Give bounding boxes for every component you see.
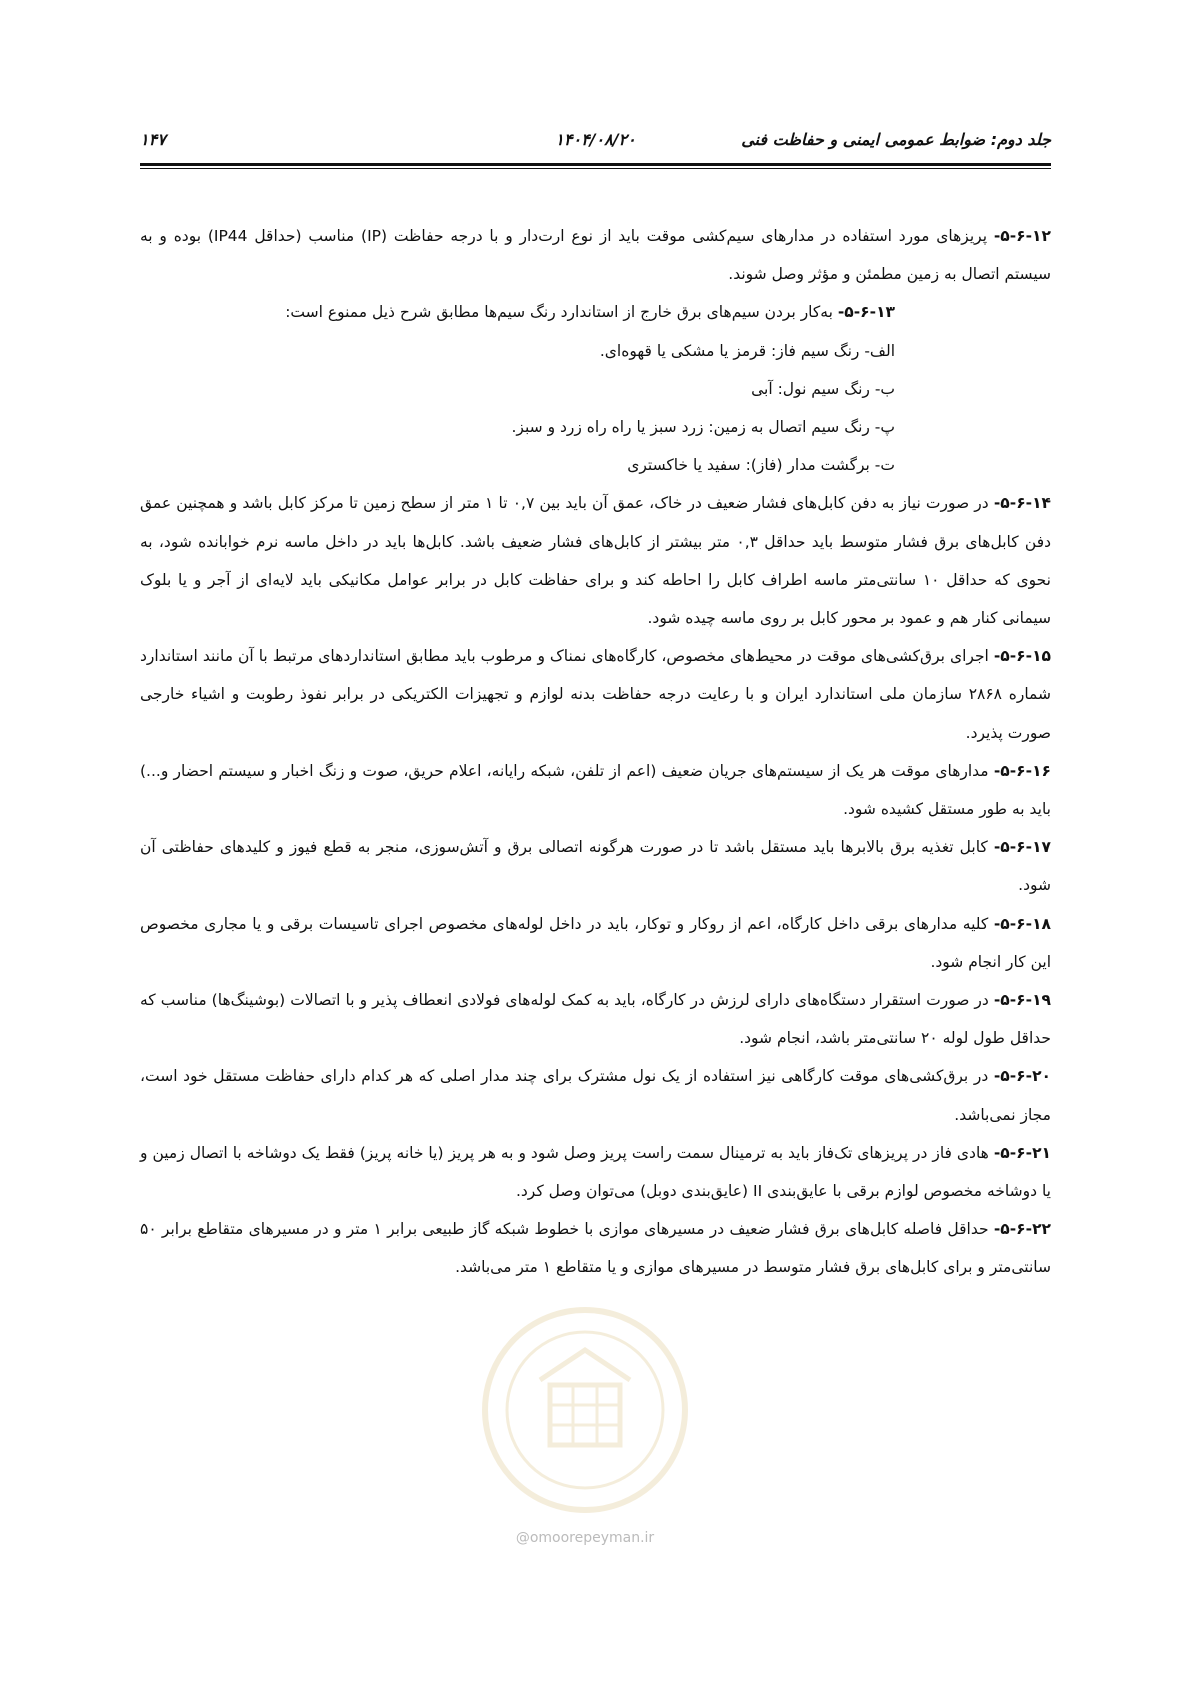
paragraph-text: در برق‌کشی‌های موقت کارگاهی نیز استفاده از یک نول مشترک برای چند مدار اصلی که هر کدام دارای حفاظت مستقل خود است، مجاز نمی‌باشد. bbox=[140, 1067, 1051, 1124]
paragraph bbox=[140, 905, 1051, 981]
page-header bbox=[140, 130, 1051, 158]
paragraph-text: در صورت نیاز به دفن کابل‌های فشار ضعیف در خاک، عمق آن باید بین ۰,۷ تا ۱ متر از سطح زمین تا مرکز کابل باشد و همچنین عمق دفن کابل‌های برق فشار متوسط باید حداقل ۰,۳ متر بیشتر از کابل‌های فشار ضعیف باشد. کابل‌ها باید در داخل ماسه نرم خوابانده شود، به نحوی که حداقل ۱۰ سانتی‌متر ماسه اطراف کابل را احاطه کند و برای حفاظت کابل در برابر عوامل مکانیکی باید لایه‌ای از آجر و یا بلوک سیمانی کنار هم و عمود بر محور کابل بر روی ماسه چیده شود. bbox=[140, 494, 1052, 628]
page-number: ۱۴۷ bbox=[140, 130, 166, 149]
paragraph bbox=[140, 1057, 1051, 1133]
clause-number: ۵-۶-۱۵- bbox=[993, 647, 1051, 666]
paragraph-text: به‌کار بردن سیم‌های برق خارج از استاندارد رنگ سیم‌ها مطابق شرح ذیل ممنوع است: bbox=[285, 303, 838, 322]
clause-number: ۵-۶-۲۲- bbox=[993, 1220, 1051, 1239]
paragraph bbox=[140, 217, 1051, 293]
clause-number: ۵-۶-۱۸- bbox=[993, 914, 1051, 933]
paragraph-text: کلیه مدارهای برقی داخل کارگاه، اعم از روکار و توکار، باید در داخل لوله‌های مخصوص اجرای تاسیسات برقی و یا مجاری مخصوص این کار انجام شود. bbox=[140, 914, 1051, 971]
paragraph bbox=[140, 981, 1051, 1057]
paragraph-text: در صورت استقرار دستگاه‌های دارای لرزش در کارگاه، باید به کمک لوله‌های فولادی انعطاف پذیر و با اتصالات (بوشینگ‌ها) مناسب که حداقل طول لوله ۲۰ سانتی‌متر باشد، انجام شود. bbox=[140, 991, 1051, 1048]
paragraph-text: اجرای برق‌کشی‌های موقت در محیط‌های مخصوص، کارگاه‌های نمناک و مرطوب باید مطابق استانداردهای مرتبط با آن مانند استاندارد شماره ۲۸۶۸ سازمان ملی استاندارد ایران و با رعایت درجه حفاظت بدنه لوازم و تجهیزات الکتریکی در برابر نفوذ رطوبت و اشیاء خارجی صورت پذیرد. bbox=[140, 647, 1051, 742]
list-item: پ- رنگ سیم اتصال به زمین: زرد سبز یا راه راه زرد و سبز. bbox=[511, 418, 895, 437]
clause-number: ۵-۶-۱۳- bbox=[837, 303, 895, 322]
watermark-logo-icon bbox=[470, 1295, 700, 1525]
clause-number: ۵-۶-۱۲- bbox=[993, 227, 1051, 245]
paragraph-text: حداقل فاصله کابل‌های برق فشار ضعیف در مسیرهای موازی با خطوط شبکه گاز طبیعی برابر ۱ متر و در مسیرهای متقاطع برابر ۵۰ سانتی‌متر و برای کابل‌های برق فشار متوسط در مسیرهای موازی و یا متقاطع ۱ متر می‌باشد. bbox=[140, 1220, 1051, 1277]
paragraph-text: کابل تغذیه برق بالابرها باید مستقل باشد تا در صورت هرگونه اتصالی برق و آتش‌سوزی، منجر به قطع فیوز و کلیدهای حفاظتی آن شود. bbox=[140, 838, 1051, 895]
paragraph bbox=[140, 1134, 1051, 1210]
list-item: الف- رنگ سیم فاز: قرمز یا مشکی یا قهوه‌ای. bbox=[599, 341, 895, 360]
header-title: جلد دوم: ضوابط عمومی ایمنی و حفاظت فنی bbox=[741, 130, 1051, 149]
header-date: ۱۴۰۴/۰۸/۲۰ bbox=[555, 130, 636, 149]
clause-number: ۵-۶-۱۴- bbox=[993, 494, 1052, 513]
clause-number: ۵-۶-۱۹- bbox=[993, 991, 1051, 1010]
paragraph bbox=[140, 752, 1051, 828]
paragraph bbox=[140, 637, 1051, 752]
header-rule-thin bbox=[140, 168, 1051, 169]
clause-number: ۵-۶-۲۱- bbox=[993, 1143, 1051, 1162]
list-item: ب- رنگ سیم نول: آبی bbox=[751, 379, 895, 398]
paragraph bbox=[140, 828, 1051, 904]
clause-number: ۵-۶-۱۶- bbox=[993, 761, 1051, 780]
paragraph bbox=[140, 484, 1051, 637]
paragraph bbox=[140, 293, 1051, 331]
paragraph-text: پریزهای مورد استفاده در مدارهای سیم‌کشی موقت باید از نوع ارت‌دار و با درجه حفاظت (IP) مناسب (حداقل IP44) بوده و به سیستم اتصال به زمین مطمئن و مؤثر وصل شوند. bbox=[140, 227, 1051, 284]
paragraph-text: هادی فاز در پریزهای تک‌فاز باید به ترمینال سمت راست پریز وصل شود و به هر پریز (یا خانه پریز) فقط یک دوشاخه با اتصال زمین و یا دوشاخه مخصوص لوازم برقی با عایق‌بندی II (عایق‌بندی دوبل) می‌توان وصل کرد. bbox=[140, 1143, 1051, 1201]
list-item: ت- برگشت مدار (فاز): سفید یا خاکستری bbox=[627, 456, 895, 475]
paragraph-text: مدارهای موقت هر یک از سیستم‌های جریان ضعیف (اعم از تلفن، شبکه رایانه، اعلام حریق، صوت و زنگ اخبار و سیستم احضار و...) باید به طور مستقل کشیده شود. bbox=[140, 761, 1051, 819]
watermark-site: @omoorepeyman.ir bbox=[515, 1530, 655, 1546]
paragraph bbox=[140, 1210, 1051, 1286]
document-body bbox=[140, 217, 1051, 1287]
clause-number: ۵-۶-۱۷- bbox=[993, 838, 1051, 857]
header-rule-thick bbox=[140, 163, 1051, 166]
clause-number: ۵-۶-۲۰- bbox=[993, 1067, 1051, 1086]
